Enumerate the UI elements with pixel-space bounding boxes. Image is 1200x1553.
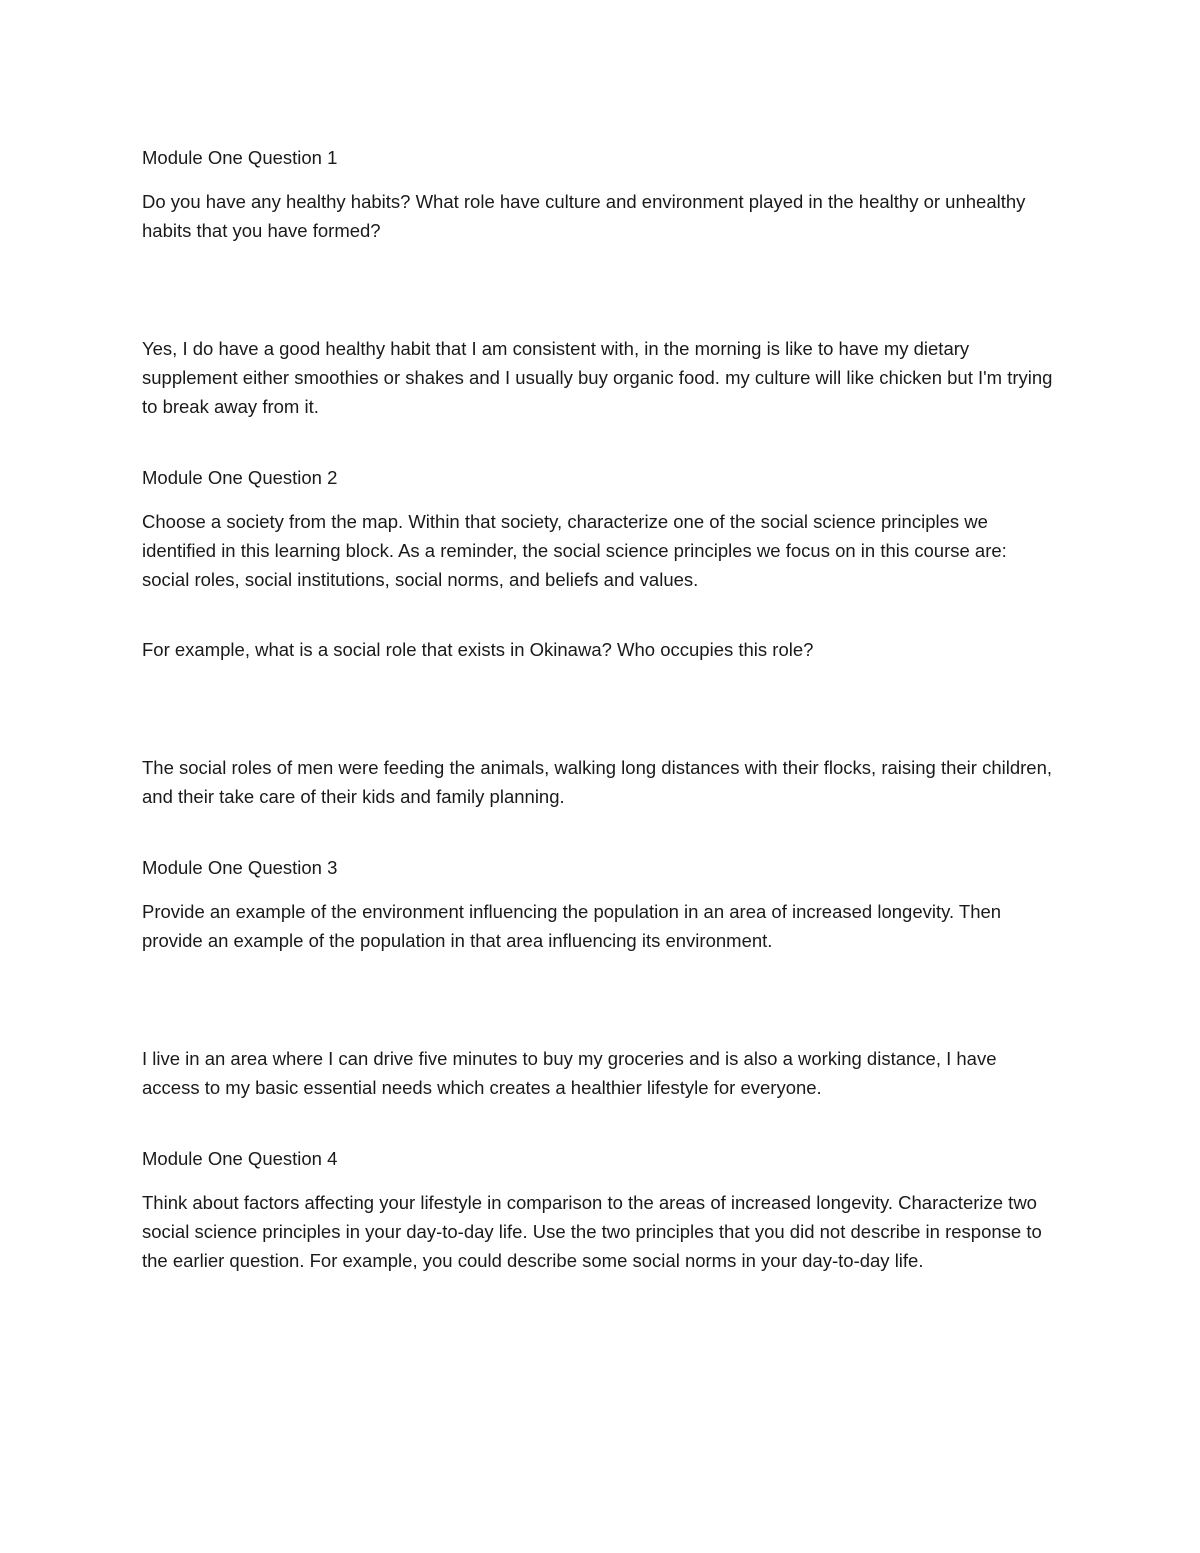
question-1-answer: Yes, I do have a good healthy habit that I am consistent with, in the morning is like to have my dietary supplement either smoothies or shakes and I usually buy organic food. my culture will like chicken but I'm trying to break away from it. bbox=[142, 338, 1053, 417]
question-1-heading: Module One Question 1 bbox=[142, 147, 338, 168]
question-4-heading: Module One Question 4 bbox=[142, 1148, 338, 1169]
question-2-example: For example, what is a social role that exists in Okinawa? Who occupies this role? bbox=[142, 639, 814, 660]
question-3-heading: Module One Question 3 bbox=[142, 857, 338, 878]
question-1-prompt: Do you have any healthy habits? What role have culture and environment played in the healthy or unhealthy habits that you have formed? bbox=[142, 191, 1026, 241]
question-4-prompt: Think about factors affecting your lifestyle in comparison to the areas of increased longevity. Characterize two social science principles in your day-to-day life. Use the two principles that you did not describe in response to the earlier question. For example, you could describe some social norms in your day-to-day life. bbox=[142, 1192, 1042, 1271]
question-2-prompt: Choose a society from the map. Within that society, characterize one of the social science principles we identified in this learning block. As a reminder, the social science principles we focus on in this course are: social roles, social institutions, social norms, and beliefs and values. bbox=[142, 511, 1007, 590]
question-2-answer: The social roles of men were feeding the animals, walking long distances with their flocks, raising their children, and their take care of their kids and family planning. bbox=[142, 757, 1053, 807]
question-3-prompt: Provide an example of the environment influencing the population in an area of increased longevity. Then provide an example of the population in that area influencing its environment. bbox=[142, 901, 1002, 951]
question-3-answer: I live in an area where I can drive five minutes to buy my groceries and is also a working distance, I have access to my basic essential needs which creates a healthier lifestyle for everyone. bbox=[142, 1048, 997, 1098]
document-content bbox=[142, 143, 1058, 1275]
question-2-heading: Module One Question 2 bbox=[142, 467, 338, 488]
